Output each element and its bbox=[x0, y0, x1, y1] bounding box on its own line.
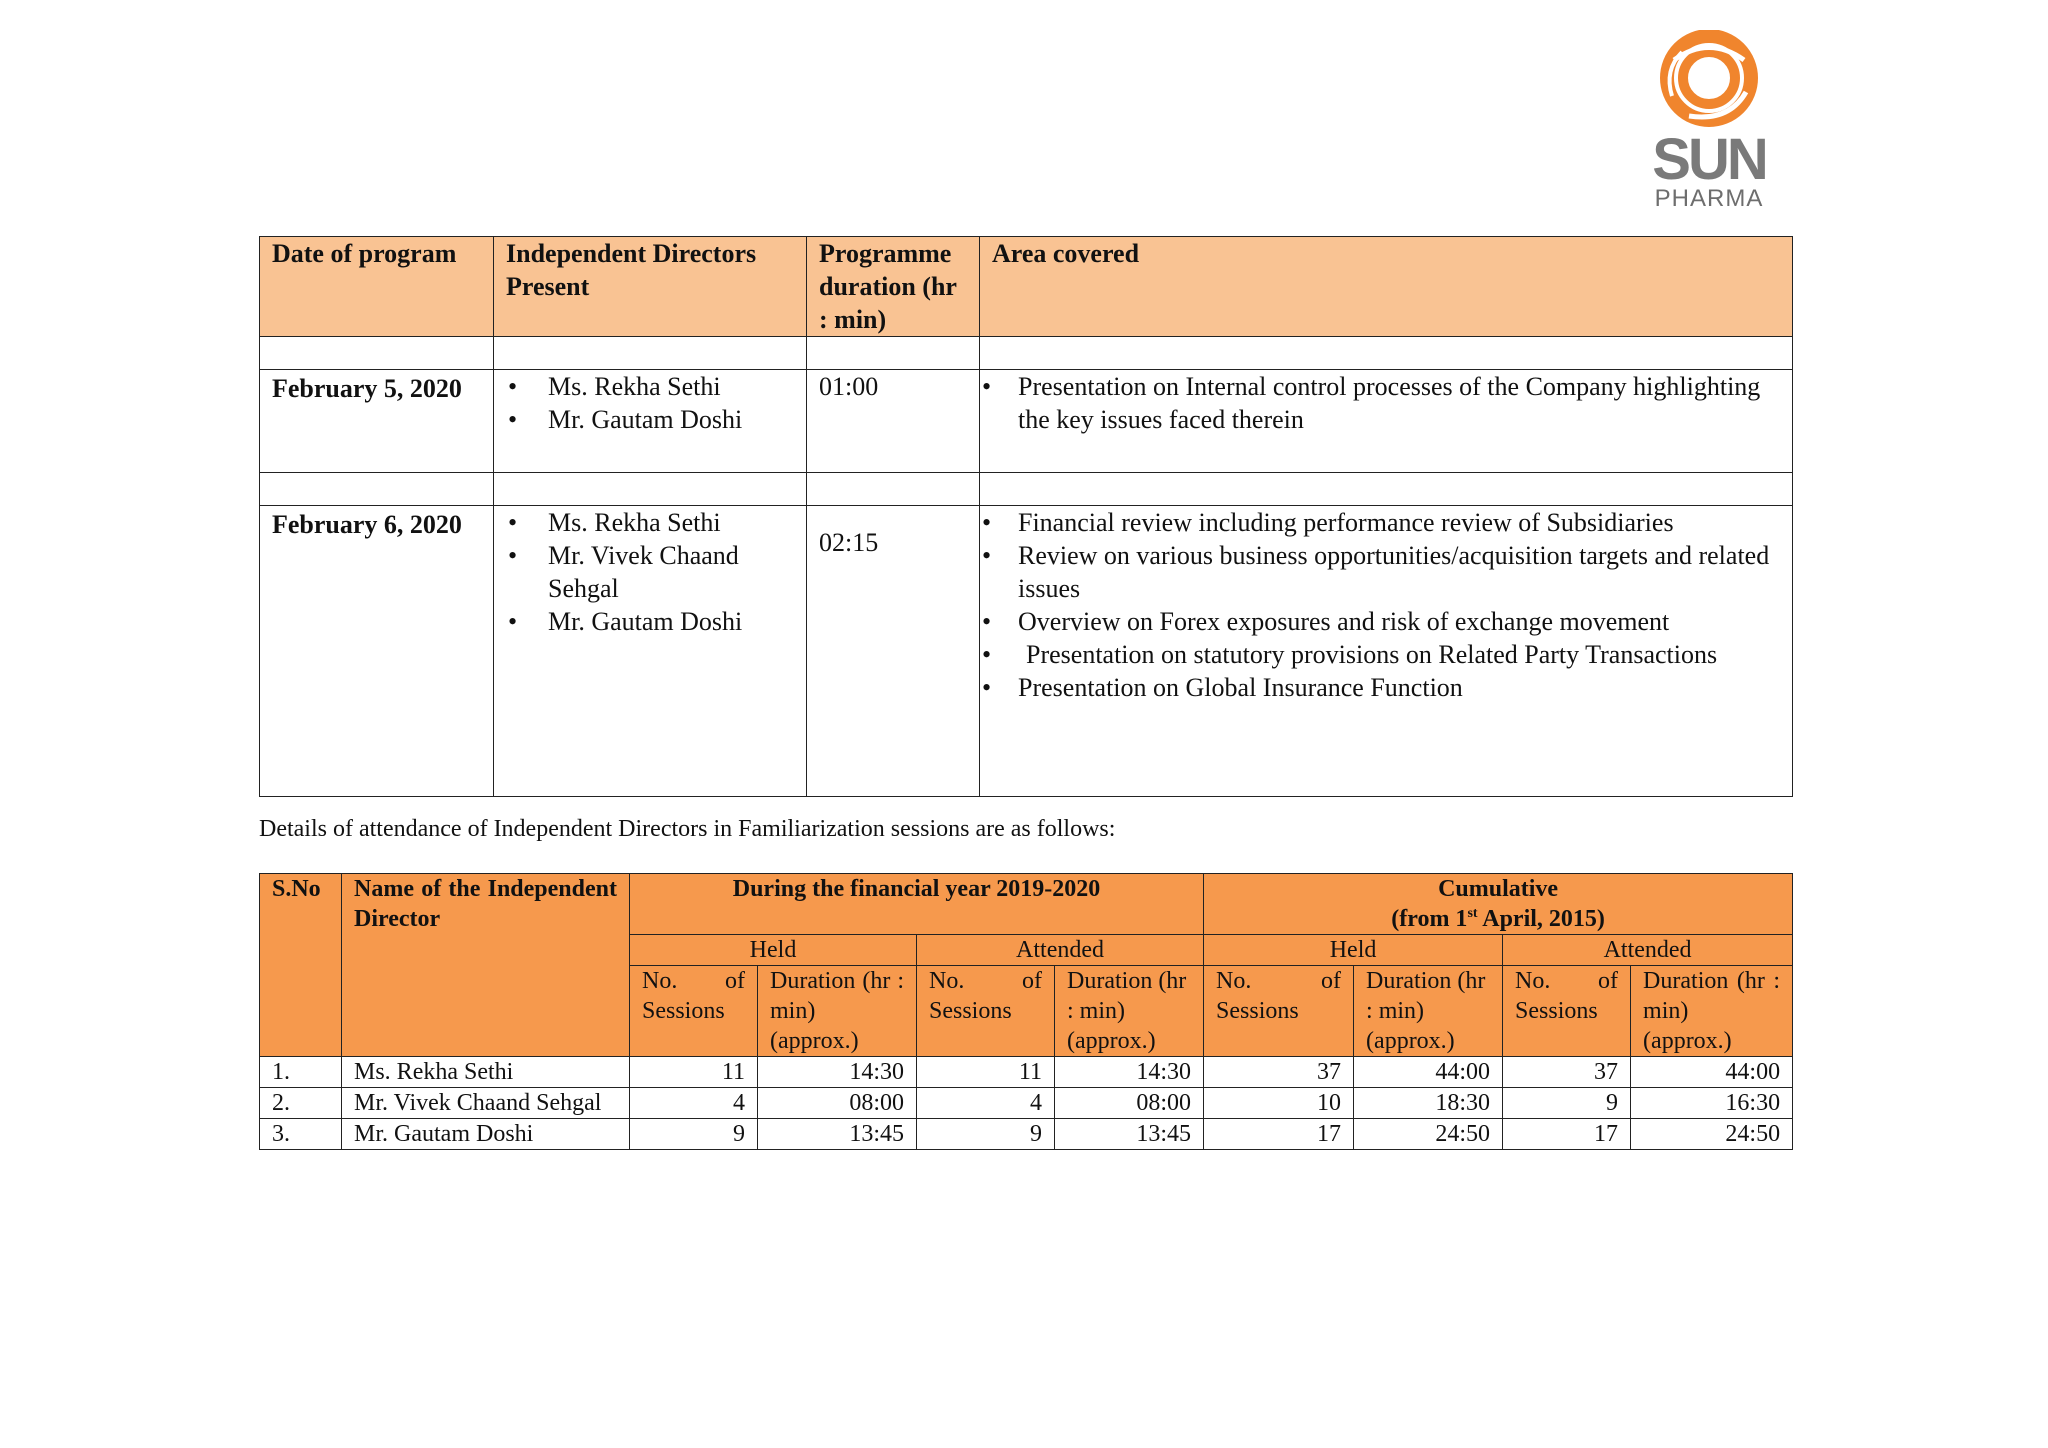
cum-held-duration: 18:30 bbox=[1354, 1088, 1503, 1119]
program-date: February 5, 2020 bbox=[260, 370, 494, 473]
fy-held-duration: 13:45 bbox=[758, 1119, 917, 1150]
row-sno: 1. bbox=[260, 1057, 342, 1088]
attendance-header-row-1 bbox=[260, 874, 1793, 935]
fy-attended-duration: 14:30 bbox=[1055, 1057, 1204, 1088]
logo-pharma-text: PHARMA bbox=[1654, 185, 1764, 212]
fy-held-sessions: 4 bbox=[630, 1088, 758, 1119]
sun-logo-mark-icon bbox=[1634, 30, 1784, 135]
list-item: • Financial review including performance review of Subsidiaries bbox=[980, 506, 1780, 539]
table-row bbox=[260, 1088, 1793, 1119]
fy-attended-sessions: 4 bbox=[917, 1088, 1055, 1119]
header-cum-held: Held bbox=[1204, 935, 1503, 966]
header-name: Name of the Independent Director bbox=[342, 874, 630, 1057]
list-item: • Presentation on statutory provisions on Related Party Transactions bbox=[980, 638, 1780, 671]
company-logo bbox=[1634, 30, 1784, 215]
header-sno: S.No bbox=[260, 874, 342, 1057]
table-row bbox=[260, 370, 1793, 473]
fy-attended-sessions: 11 bbox=[917, 1057, 1055, 1088]
header-cum-held-duration: Duration (hr : min) (approx.) bbox=[1354, 966, 1503, 1057]
program-duration: 02:15 bbox=[807, 506, 980, 797]
directors-present-cell bbox=[494, 506, 807, 797]
header-fy-attended: Attended bbox=[917, 935, 1204, 966]
fy-held-duration: 14:30 bbox=[758, 1057, 917, 1088]
logo-sun-text: SUN bbox=[1652, 127, 1766, 192]
fy-attended-duration: 13:45 bbox=[1055, 1119, 1204, 1150]
header-fy-held-sessions: No. of Sessions bbox=[630, 966, 758, 1057]
header-fy-held-duration: Duration (hr : min) (approx.) bbox=[758, 966, 917, 1057]
list-item: • Mr. Gautam Doshi bbox=[506, 403, 794, 436]
header-independent-directors-present: Independent Directors Present bbox=[494, 237, 807, 337]
program-date: February 6, 2020 bbox=[260, 506, 494, 797]
row-sno: 2. bbox=[260, 1088, 342, 1119]
cum-attended-sessions: 37 bbox=[1503, 1057, 1631, 1088]
fy-held-duration: 08:00 bbox=[758, 1088, 917, 1119]
fy-held-sessions: 9 bbox=[630, 1119, 758, 1150]
cum-held-sessions: 17 bbox=[1204, 1119, 1354, 1150]
header-cum-held-sessions: No. of Sessions bbox=[1204, 966, 1354, 1057]
list-item: • Presentation on Internal control processes of the Company highlighting the key issues faced therein bbox=[980, 370, 1780, 436]
cum-held-duration: 24:50 bbox=[1354, 1119, 1503, 1150]
area-covered-cell bbox=[980, 506, 1793, 797]
cum-attended-duration: 16:30 bbox=[1631, 1088, 1793, 1119]
fy-attended-sessions: 9 bbox=[917, 1119, 1055, 1150]
attendance-caption: Details of attendance of Independent Directors in Familiarization sessions are as follows: bbox=[259, 816, 1116, 842]
header-cum-att-duration: Duration (hr : min) (approx.) bbox=[1631, 966, 1793, 1057]
attendance-table bbox=[259, 873, 1793, 1150]
cum-held-sessions: 37 bbox=[1204, 1057, 1354, 1088]
list-item: • Mr. Gautam Doshi bbox=[506, 605, 794, 638]
list-item: • Ms. Rekha Sethi bbox=[506, 506, 794, 539]
cum-held-sessions: 10 bbox=[1204, 1088, 1354, 1119]
cum-held-duration: 44:00 bbox=[1354, 1057, 1503, 1088]
fy-attended-duration: 08:00 bbox=[1055, 1088, 1204, 1119]
row-director-name: Mr. Gautam Doshi bbox=[342, 1119, 630, 1150]
program-duration: 01:00 bbox=[807, 370, 980, 473]
cum-attended-duration: 24:50 bbox=[1631, 1119, 1793, 1150]
header-fy-att-duration: Duration (hr : min) (approx.) bbox=[1055, 966, 1204, 1057]
list-item: • Overview on Forex exposures and risk of exchange movement bbox=[980, 605, 1780, 638]
cum-attended-duration: 44:00 bbox=[1631, 1057, 1793, 1088]
familiarization-program-table bbox=[259, 236, 1793, 797]
header-cum-att-sessions: No. of Sessions bbox=[1503, 966, 1631, 1057]
area-covered-cell bbox=[980, 370, 1793, 473]
row-director-name: Mr. Vivek Chaand Sehgal bbox=[342, 1088, 630, 1119]
list-item: • Presentation on Global Insurance Function bbox=[980, 671, 1780, 704]
cum-attended-sessions: 17 bbox=[1503, 1119, 1631, 1150]
list-item: • Review on various business opportunities/acquisition targets and related issues bbox=[980, 539, 1780, 605]
spacer-row bbox=[260, 337, 1793, 370]
fy-held-sessions: 11 bbox=[630, 1057, 758, 1088]
table-row bbox=[260, 506, 1793, 797]
table-row bbox=[260, 1057, 1793, 1088]
table-row bbox=[260, 1119, 1793, 1150]
header-cumulative: Cumulative (from 1st April, 2015) bbox=[1204, 874, 1793, 935]
list-item: • Mr. Vivek Chaand Sehgal bbox=[506, 539, 794, 605]
header-cum-attended: Attended bbox=[1503, 935, 1793, 966]
header-financial-year: During the financial year 2019-2020 bbox=[630, 874, 1204, 935]
header-fy-att-sessions: No. of Sessions bbox=[917, 966, 1055, 1057]
spacer-row bbox=[260, 473, 1793, 506]
row-sno: 3. bbox=[260, 1119, 342, 1150]
list-item: • Ms. Rekha Sethi bbox=[506, 370, 794, 403]
header-date-of-program: Date of program bbox=[260, 237, 494, 337]
header-fy-held: Held bbox=[630, 935, 917, 966]
program-table-header-row bbox=[260, 237, 1793, 337]
cum-attended-sessions: 9 bbox=[1503, 1088, 1631, 1119]
header-programme-duration: Programme duration (hr : min) bbox=[807, 237, 980, 337]
header-area-covered: Area covered bbox=[980, 237, 1793, 337]
directors-present-cell bbox=[494, 370, 807, 473]
row-director-name: Ms. Rekha Sethi bbox=[342, 1057, 630, 1088]
